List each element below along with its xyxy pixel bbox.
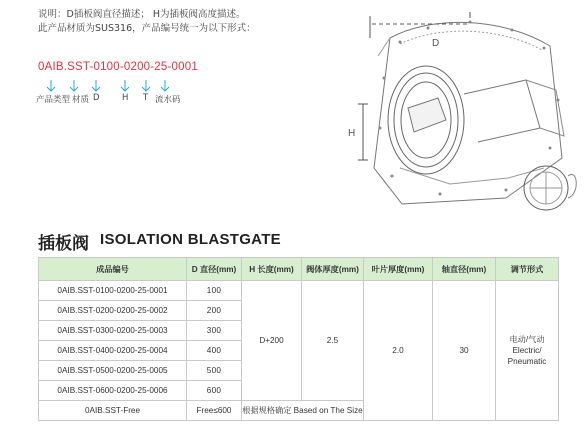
header-diameter: D 直径(mm)	[187, 258, 242, 281]
code-part-type: 产品类型	[36, 95, 71, 105]
header-control-type: 调节形式	[496, 258, 559, 281]
cell-diameter: 400	[187, 341, 242, 361]
header-product-code: 成品编号	[39, 258, 187, 281]
table-row	[39, 281, 559, 301]
code-part-h: H	[122, 93, 129, 103]
arrow-down-icon	[92, 80, 100, 91]
diagram-label-h: H	[348, 128, 356, 139]
cell-product-code: 0AIB.SST-0100-0200-25-0001	[39, 281, 187, 301]
title-english: ISOLATION BLASTGATE	[100, 231, 281, 248]
cell-product-code: 0AIB.SST-0600-0200-25-0006	[39, 381, 187, 401]
cell-diameter: 500	[187, 361, 242, 381]
header-length: H 长度(mm)	[242, 258, 302, 281]
cell-diameter: 200	[187, 301, 242, 321]
cell-product-code: 0AIB.SST-Free	[39, 401, 187, 421]
blastgate-diagram	[330, 8, 580, 220]
code-part-t: T	[143, 93, 149, 103]
note-description: 说明：D插板阀直径描述； H为插板阀高度描述。	[38, 9, 246, 20]
cell-product-code: 0AIB.SST-0400-0200-25-0004	[39, 341, 187, 361]
arrow-down-icon	[121, 80, 129, 91]
cell-diameter: 300	[187, 321, 242, 341]
arrow-down-icon	[70, 80, 78, 91]
cell-body-thickness: 2.5	[302, 281, 364, 401]
code-part-material: 材质	[72, 95, 90, 105]
header-blade-thickness: 叶片厚度(mm)	[364, 258, 433, 281]
cell-control-type: 电动/气动 Electric/ Pneumatic	[496, 281, 559, 421]
cell-product-code: 0AIB.SST-0500-0200-25-0005	[39, 361, 187, 381]
spec-table	[38, 257, 559, 421]
diagram-label-d: D	[432, 38, 440, 49]
arrow-down-icon	[142, 80, 150, 91]
title-chinese: 插板阀	[38, 234, 89, 254]
cell-shaft-diameter: 30	[433, 281, 496, 421]
arrow-down-icon	[47, 80, 55, 91]
cell-length: D+200	[242, 281, 302, 401]
cell-blade-thickness: 2.0	[364, 281, 433, 421]
cell-diameter: Free≤600	[187, 401, 242, 421]
note-material: 此产品材质为SUS316，产品编号统一为以下形式：	[38, 23, 256, 34]
cell-size-note: 根据规格确定 Based on The Size	[242, 401, 364, 421]
cell-diameter: 600	[187, 381, 242, 401]
cell-product-code: 0AIB.SST-0200-0200-25-0002	[39, 301, 187, 321]
product-code-example: 0AIB.SST-0100-0200-25-0001	[38, 61, 198, 73]
header-shaft-diameter: 轴直径(mm)	[433, 258, 496, 281]
arrow-down-icon	[161, 80, 169, 91]
code-part-serial: 流水码	[155, 95, 181, 105]
table-header-row	[39, 258, 559, 281]
cell-diameter: 100	[187, 281, 242, 301]
header-body-thickness: 阀体厚度(mm)	[302, 258, 364, 281]
cell-product-code: 0AIB.SST-0300-0200-25-0003	[39, 321, 187, 341]
code-part-d: D	[93, 93, 100, 103]
